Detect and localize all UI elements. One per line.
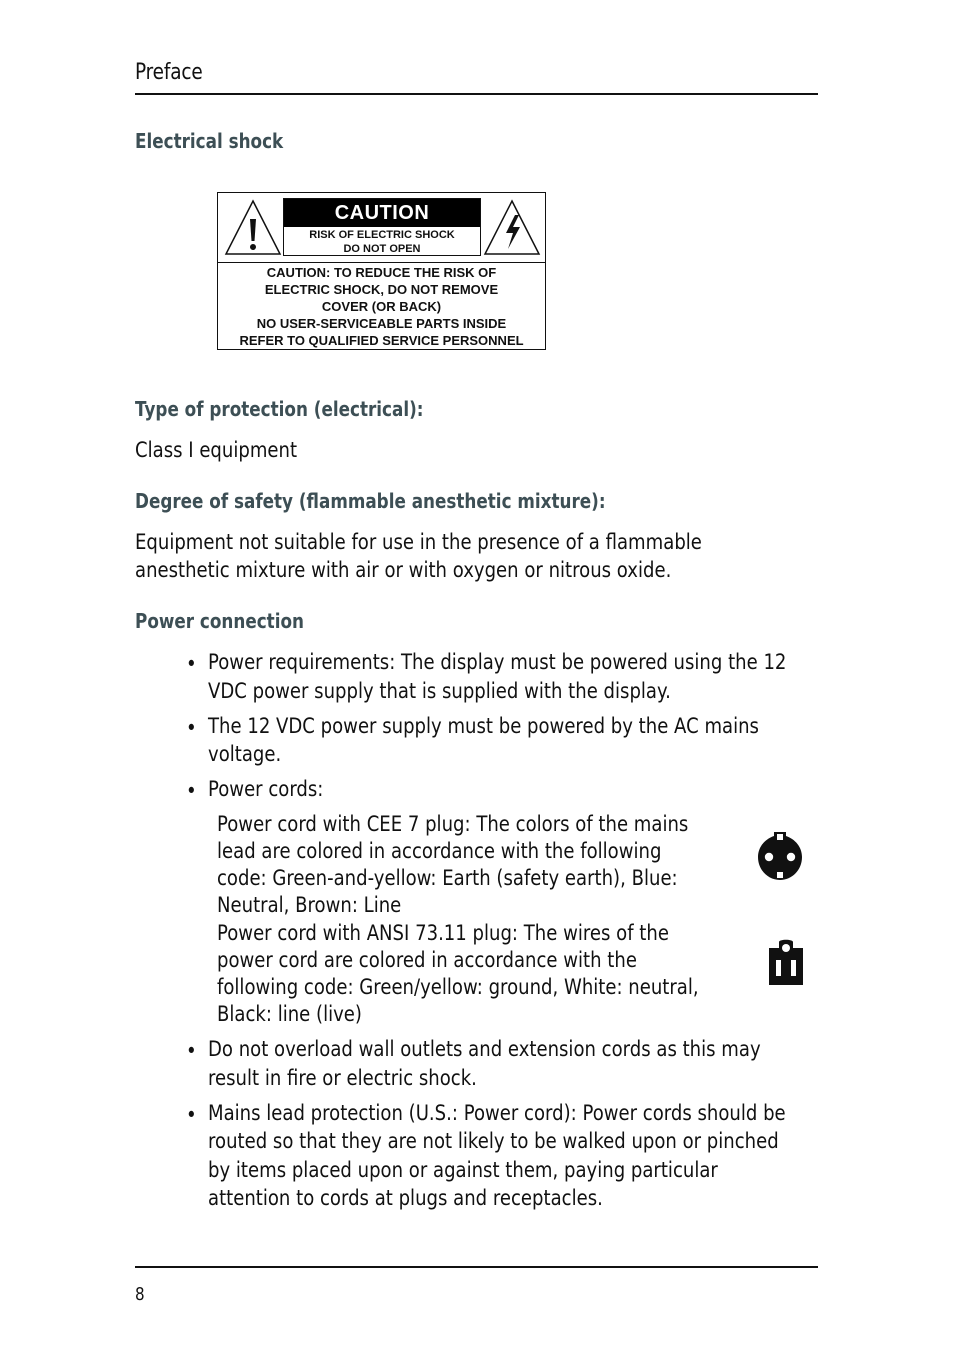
bullet-5-line-4: attention to cords at plugs and receptacles. <box>208 1186 603 1210</box>
caution-label <box>217 192 546 350</box>
caution-banner <box>283 198 481 256</box>
page-number: 8 <box>135 1284 145 1305</box>
ansi-plug-icon <box>765 938 807 988</box>
bullet-2-line-1: The 12 VDC power supply must be powered by the AC mains <box>208 714 759 738</box>
caution-body-line: NO USER-SERVICEABLE PARTS INSIDE <box>256 316 507 331</box>
cee-line-2: lead are colored in accordance with the following <box>217 839 662 863</box>
cee-line-4: Neutral, Brown: Line <box>217 893 402 917</box>
cee-line-1: Power cord with CEE 7 plug: The colors of the mains <box>217 812 689 836</box>
bullet-marker: • <box>186 652 197 676</box>
cee7-plug-icon <box>755 830 805 882</box>
safety-line-2: anesthetic mixture with air or with oxygen or nitrous oxide. <box>135 558 672 582</box>
bullet-5-line-2: routed so that they are not likely to be walked upon or pinched <box>208 1129 779 1153</box>
caution-body-line: REFER TO QUALIFIED SERVICE PERSONNEL <box>239 333 524 348</box>
bullet-marker: • <box>186 1039 197 1063</box>
caution-body <box>218 263 545 349</box>
ansi-line-1: Power cord with ANSI 73.11 plug: The wires of the <box>217 921 669 945</box>
heading-protection: Type of protection (electrical): <box>135 397 424 421</box>
caution-sub-2: DO NOT OPEN <box>343 243 421 255</box>
caution-body-line: CAUTION: TO REDUCE THE RISK OF <box>266 265 497 280</box>
ansi-line-3: following code: Green/yellow: ground, White: neutral, <box>217 975 699 999</box>
footer-rule <box>135 1266 818 1268</box>
safety-line-1: Equipment not suitable for use in the presence of a flammable <box>135 530 702 554</box>
heading-power: Power connection <box>135 609 304 633</box>
heading-safety: Degree of safety (flammable anesthetic mixture): <box>135 489 606 513</box>
bullet-5-line-1: Mains lead protection (U.S.: Power cord): Power cords should be <box>208 1101 786 1125</box>
caution-body-line: ELECTRIC SHOCK, DO NOT REMOVE <box>264 282 499 297</box>
ansi-line-4: Black: line (live) <box>217 1002 362 1026</box>
caution-label-top <box>218 193 545 263</box>
bullet-4-line-2: result in fire or electric shock. <box>208 1066 477 1090</box>
header-rule <box>135 93 818 95</box>
bullet-5-line-3: by items placed upon or against them, paying particular <box>208 1158 718 1182</box>
caution-sub-1: RISK OF ELECTRIC SHOCK <box>309 229 455 241</box>
heading-electrical-shock: Electrical shock <box>135 129 284 153</box>
caution-body-line: COVER (OR BACK) <box>321 299 442 314</box>
protection-text: Class I equipment <box>135 438 298 462</box>
running-header: Preface <box>135 60 203 85</box>
bullet-marker: • <box>186 1103 197 1127</box>
ansi-line-2: power cord are colored in accordance with the <box>217 948 637 972</box>
cee-line-3: code: Green-and-yellow: Earth (safety earth), Blue: <box>217 866 678 890</box>
bullet-marker: • <box>186 716 197 740</box>
caution-title: CAUTION <box>284 199 480 227</box>
exclamation-triangle-icon <box>223 197 283 257</box>
bullet-4-line-1: Do not overload wall outlets and extension cords as this may <box>208 1037 761 1061</box>
lightning-triangle-icon <box>482 197 542 257</box>
bullet-1-line-1: Power requirements: The display must be powered using the 12 <box>208 650 787 674</box>
bullet-1-line-2: VDC power supply that is supplied with the display. <box>208 679 671 703</box>
bullet-marker: • <box>186 779 197 803</box>
bullet-2-line-2: voltage. <box>208 742 282 766</box>
bullet-3-line-1: Power cords: <box>208 777 324 801</box>
